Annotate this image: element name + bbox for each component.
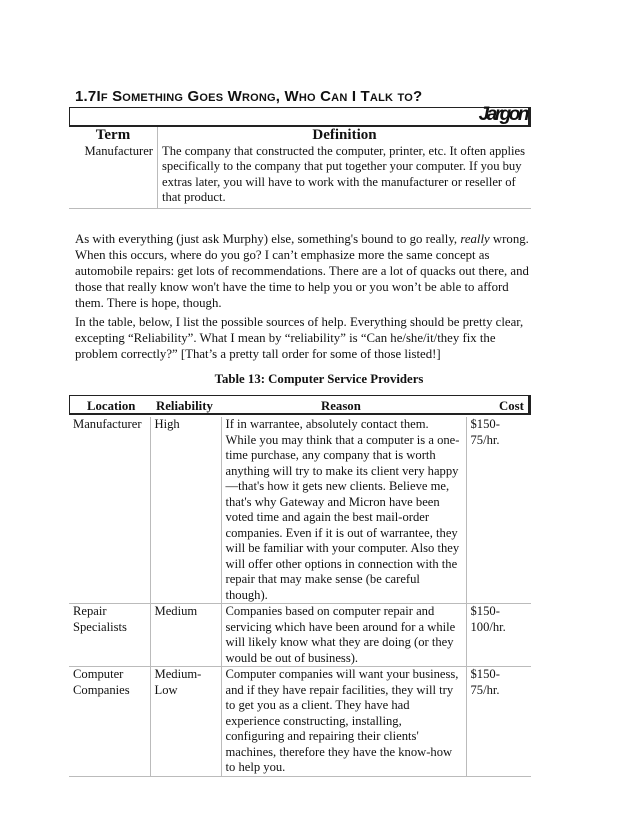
reliability-cell: Medium bbox=[150, 604, 221, 667]
location-cell: Repair Specialists bbox=[69, 604, 150, 667]
table-row bbox=[69, 667, 531, 777]
reason-cell: Companies based on computer repair and servicing which have been around for a while will likely know what they are doing (or they would be out of business). bbox=[221, 604, 466, 667]
definition-table bbox=[69, 127, 531, 209]
reason-cell: If in warrantee, absolutely contact them. While you may think that a computer is a one-time purchase, any company that is worth anything will try to make its client very happy—that's how it gets new clients. Believe me, that's why Gateway and Micron have been voted time and again the best mail-order companies. Even if it is out of warrantee, they will be familiar with your computer. Also they will offer other options in connection with the repair that may make sense (be careful though). bbox=[221, 417, 466, 604]
intro-text-after: wrong. When this occurs, where do you go? I can’t emphasize more the same concept as automobile repairs: get lots of recommendations. There are a lot of quacks out there, and those that really know won't have the time to help you or you won’t be able to afford them. There is hope, though. bbox=[75, 232, 529, 310]
intro-paragraph bbox=[75, 231, 535, 311]
table-row bbox=[69, 417, 531, 604]
reason-cell: Computer companies will want your business, and if they have repair facilities, they will try to get you as a client. They have had experience constructing, installing, configuring and repairing their clients' machines, therefore they have the know-how to help you. bbox=[221, 667, 466, 777]
intro-text-before: As with everything (just ask Murphy) else, something's bound to go really, bbox=[75, 232, 461, 246]
intro-emphasis: really bbox=[460, 232, 490, 246]
definition-term: Manufacturer bbox=[69, 144, 158, 209]
definition-text: The company that constructed the computer, printer, etc. It often applies specifically to the company that put together your computer. If you buy extras later, you will have to work with the manufacturer or reseller of that product. bbox=[158, 144, 532, 209]
reliability-header: Reliability bbox=[156, 399, 213, 413]
section-heading: 1.7If Something Goes Wrong, Who Can I Talk to? bbox=[75, 88, 423, 105]
cost-header: Cost bbox=[499, 399, 524, 413]
service-table bbox=[69, 417, 531, 777]
definition-header: Definition bbox=[312, 127, 377, 143]
help-paragraph: In the table, below, I list the possible sources of help. Everything should be pretty clear, excepting “Reliability”. What I mean by “reliability” is “Can he/she/it/they fix the problem correctly?” [That’s a pretty tall order for some of those listed!] bbox=[75, 315, 524, 361]
reason-header: Reason bbox=[321, 399, 361, 413]
cost-cell: $150-75/hr. bbox=[466, 667, 531, 777]
reliability-cell: Medium-Low bbox=[150, 667, 221, 777]
jargon-label: Jargon bbox=[478, 104, 527, 125]
term-header: Term bbox=[69, 127, 158, 144]
service-table-header bbox=[69, 395, 531, 415]
location-header: Location bbox=[87, 399, 136, 413]
location-cell: Manufacturer bbox=[69, 417, 150, 604]
table-caption: Table 13: Computer Service Providers bbox=[214, 372, 424, 386]
definition-row bbox=[69, 144, 531, 209]
jargon-banner bbox=[69, 104, 531, 127]
reliability-cell: High bbox=[150, 417, 221, 604]
definition-header-row bbox=[69, 127, 531, 144]
table-row bbox=[69, 604, 531, 667]
location-cell: Computer Companies bbox=[69, 667, 150, 777]
cost-cell: $150-75/hr. bbox=[466, 417, 531, 604]
cost-cell: $150-100/hr. bbox=[466, 604, 531, 667]
